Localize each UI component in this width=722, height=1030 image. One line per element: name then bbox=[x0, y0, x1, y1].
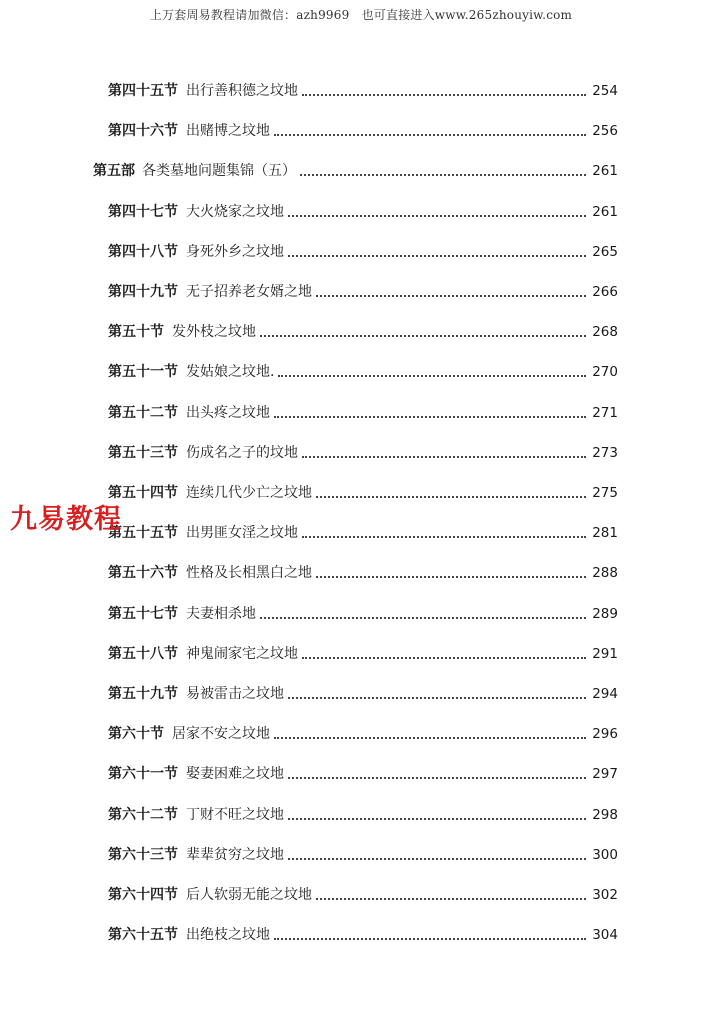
entry-section-label: 第四十六节 bbox=[108, 123, 178, 140]
entry-section-label: 第五十七节 bbox=[108, 605, 178, 622]
entry-page-number: 268 bbox=[592, 324, 618, 341]
entry-page-number: 298 bbox=[592, 806, 618, 823]
toc-entry bbox=[108, 844, 618, 866]
entry-page-number: 273 bbox=[592, 444, 618, 461]
page-header: 上万套周易教程请加微信：azh9969 也可直接进入www.265zhouyiw.com bbox=[149, 8, 573, 22]
entry-page-number: 261 bbox=[592, 163, 618, 180]
entry-page-number: 297 bbox=[592, 766, 618, 783]
dot-leader bbox=[316, 898, 586, 900]
entry-page-number: 271 bbox=[592, 404, 618, 421]
entry-section-label: 第六十二节 bbox=[108, 806, 178, 823]
toc-entry bbox=[108, 763, 618, 785]
entry-title: 娶妻困难之坟地 bbox=[186, 766, 284, 783]
dot-leader bbox=[288, 255, 586, 257]
entry-section-label: 第五十八节 bbox=[108, 645, 178, 662]
toc-entry bbox=[108, 522, 618, 544]
entry-title: 后人软弱无能之坟地 bbox=[186, 887, 312, 903]
entry-section-label: 第六十五节 bbox=[108, 927, 178, 944]
dot-leader bbox=[288, 697, 586, 699]
entry-section-label: 第五十四节 bbox=[108, 485, 178, 501]
entry-page-number: 275 bbox=[592, 485, 618, 501]
dot-leader bbox=[274, 416, 586, 418]
watermark-logo: 九易教程 bbox=[10, 504, 122, 535]
entry-title: 身死外乡之坟地 bbox=[186, 243, 284, 260]
entry-title: 无子招养老女婿之地 bbox=[186, 284, 312, 300]
entry-section-label: 第四十五节 bbox=[108, 83, 178, 99]
entry-page-number: 266 bbox=[592, 284, 618, 300]
entry-section-label: 第四十七节 bbox=[108, 203, 178, 220]
entry-section-label: 第六十节 bbox=[108, 726, 164, 743]
dot-leader bbox=[274, 134, 586, 136]
entry-page-number: 256 bbox=[592, 123, 618, 140]
entry-title: 居家不安之坟地 bbox=[172, 726, 270, 743]
toc-entry bbox=[108, 402, 618, 424]
entry-title: 出绝枝之坟地 bbox=[186, 927, 270, 944]
dot-leader bbox=[288, 858, 586, 860]
toc-entry bbox=[108, 321, 618, 343]
entry-section-label: 第五十六节 bbox=[108, 565, 178, 582]
dot-leader bbox=[278, 375, 586, 377]
entry-section-label: 第六十三节 bbox=[108, 846, 178, 863]
toc-entry bbox=[108, 562, 618, 584]
entry-title: 发姑娘之坟地. bbox=[186, 364, 275, 381]
dot-leader bbox=[302, 94, 586, 96]
entry-section-label: 第五十一节 bbox=[108, 364, 178, 381]
toc-entry bbox=[108, 482, 618, 504]
entry-title: 易被雷击之坟地 bbox=[186, 686, 284, 702]
toc-part-entry bbox=[93, 160, 618, 182]
entry-page-number: 254 bbox=[592, 83, 618, 99]
dot-leader bbox=[274, 737, 586, 739]
entry-title: 各类墓地问题集锦（五） bbox=[142, 163, 296, 180]
entry-page-number: 270 bbox=[592, 364, 618, 381]
toc-entry bbox=[108, 924, 618, 946]
entry-section-label: 第四十八节 bbox=[108, 243, 178, 260]
dot-leader bbox=[300, 174, 586, 176]
toc-entry bbox=[108, 442, 618, 464]
entry-section-label: 第五十五节 bbox=[108, 525, 178, 542]
entry-section-label: 第五十二节 bbox=[108, 404, 178, 421]
dot-leader bbox=[260, 335, 586, 337]
entry-section-label: 第六十四节 bbox=[108, 887, 178, 903]
entry-section-label: 第五十三节 bbox=[108, 444, 178, 461]
entry-title: 连续几代少亡之坟地 bbox=[186, 485, 312, 501]
dot-leader bbox=[302, 657, 586, 659]
entry-title: 夫妻相杀地 bbox=[186, 605, 256, 622]
toc-entry bbox=[108, 643, 618, 665]
dot-leader bbox=[260, 617, 586, 619]
entry-page-number: 261 bbox=[592, 203, 618, 220]
entry-title: 出行善积德之坟地 bbox=[186, 83, 298, 99]
toc-entry bbox=[108, 804, 618, 826]
dot-leader bbox=[288, 215, 586, 217]
entry-title: 出头疼之坟地 bbox=[186, 404, 270, 421]
toc-entry bbox=[108, 884, 618, 906]
entry-section-label: 第五十节 bbox=[108, 324, 164, 341]
dot-leader bbox=[316, 576, 586, 578]
toc-entry bbox=[108, 603, 618, 625]
dot-leader bbox=[316, 496, 586, 498]
entry-page-number: 281 bbox=[592, 525, 618, 542]
toc-entry bbox=[108, 281, 618, 303]
entry-page-number: 289 bbox=[592, 605, 618, 622]
entry-section-label: 第六十一节 bbox=[108, 766, 178, 783]
dot-leader bbox=[288, 777, 586, 779]
entry-page-number: 294 bbox=[592, 686, 618, 702]
entry-title: 出赌博之坟地 bbox=[186, 123, 270, 140]
entry-page-number: 304 bbox=[592, 927, 618, 944]
entry-section-label: 第五十九节 bbox=[108, 686, 178, 702]
dot-leader bbox=[302, 456, 586, 458]
toc-entry bbox=[108, 80, 618, 102]
entry-title: 神鬼闹家宅之坟地 bbox=[186, 645, 298, 662]
toc-entry bbox=[108, 361, 618, 383]
entry-title: 大火烧家之坟地 bbox=[186, 203, 284, 220]
entry-title: 辈辈贫穷之坟地 bbox=[186, 846, 284, 863]
dot-leader bbox=[302, 536, 586, 538]
entry-page-number: 302 bbox=[592, 887, 618, 903]
dot-leader bbox=[274, 938, 586, 940]
entry-page-number: 265 bbox=[592, 243, 618, 260]
dot-leader bbox=[288, 818, 586, 820]
entry-section-label: 第五部 bbox=[93, 163, 135, 180]
entry-title: 出男匪女淫之坟地 bbox=[186, 525, 298, 542]
entry-title: 伤成名之子的坟地 bbox=[186, 444, 298, 461]
entry-page-number: 288 bbox=[592, 565, 618, 582]
toc-entry bbox=[108, 120, 618, 142]
entry-section-label: 第四十九节 bbox=[108, 284, 178, 300]
toc-entry bbox=[108, 723, 618, 745]
toc-entry bbox=[108, 201, 618, 223]
entry-title: 性格及长相黑白之地 bbox=[186, 565, 312, 582]
entry-title: 丁财不旺之坟地 bbox=[186, 806, 284, 823]
entry-title: 发外枝之坟地 bbox=[172, 324, 256, 341]
dot-leader bbox=[316, 295, 586, 297]
toc-entry bbox=[108, 241, 618, 263]
toc-entry bbox=[108, 683, 618, 705]
entry-page-number: 291 bbox=[592, 645, 618, 662]
entry-page-number: 296 bbox=[592, 726, 618, 743]
entry-page-number: 300 bbox=[592, 846, 618, 863]
